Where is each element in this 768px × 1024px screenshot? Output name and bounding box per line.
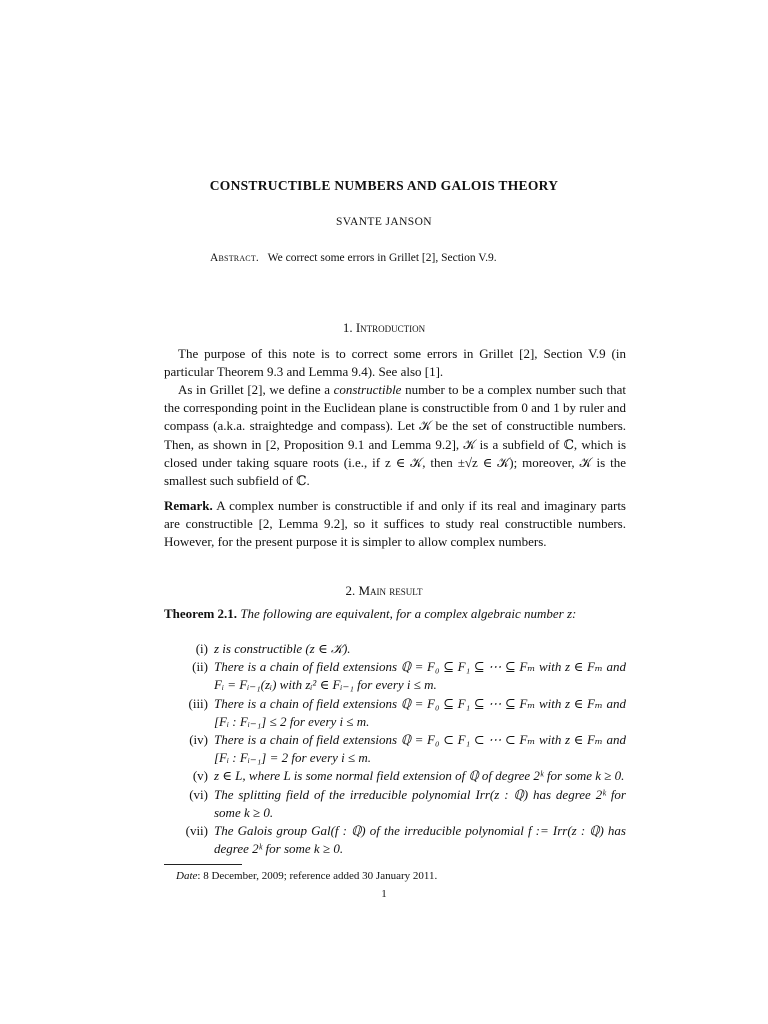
footnote (176, 870, 626, 882)
remark-heading: Remark. (164, 498, 213, 513)
section-2-name: Main result (358, 583, 423, 598)
section-1-name: Introduction (355, 320, 426, 335)
intro-p2-after: number to be a complex number such that the corresponding point in the Euclidean plane is constructible from 0 and 1 by ruler and compass (a.k.a. straightedge and compass). Let 𝒦 be the set of constructible numbers. Then, as shown in [2, Proposition 9.1 and Lemma 9.2], 𝒦 is a subfield of ℂ, which is closed under taking square roots (i.e., if z ∈ 𝒦, then ±√z ∈ 𝒦); moreover, 𝒦 is the smallest such subfield of ℂ. (164, 382, 626, 489)
theorem-item (164, 822, 626, 858)
theorem-item-label: (vii) (185, 823, 208, 839)
footnote-rule (164, 864, 242, 865)
section-1-number: 1. (342, 320, 353, 335)
theorem-item (164, 695, 626, 731)
theorem-item-label: (vi) (189, 786, 208, 802)
theorem-item-text: The Galois group Gal(f : ℚ) of the irreducible polynomial f := Irr(z : ℚ) has degree 2ᵏ for some k ≥ 0. (214, 823, 626, 857)
theorem-item-text: There is a chain of field extensions ℚ = F₀ ⊆ F₁ ⊆ ⋯ ⊆ Fₘ with z ∈ Fₘ and [Fᵢ : Fᵢ₋₁] ≤ 2 for every i ≤ m. (214, 695, 626, 729)
theorem-item-label: (iv) (189, 732, 208, 748)
theorem-item-label: (i) (195, 641, 208, 656)
footnote-text: : 8 December, 2009; reference added 30 January 2011. (197, 870, 438, 882)
theorem-heading: Theorem 2.1. (164, 606, 238, 621)
theorem-item-label: (ii) (192, 659, 208, 675)
intro-p2-emphasis: constructible (333, 382, 402, 397)
paper-author: SVANTE JANSON (335, 216, 433, 228)
abstract-text: We correct some errors in Grillet [2], Section V.9. (267, 252, 497, 264)
section-1-heading (0, 320, 768, 336)
theorem-item-text: The splitting field of the irreducible polynomial Irr(z : ℚ) has degree 2ᵏ for some k ≥ 0. (214, 786, 626, 820)
abstract (210, 252, 610, 264)
theorem-item-text: There is a chain of field extensions ℚ = F₀ ⊂ F₁ ⊂ ⋯ ⊂ Fₘ with z ∈ Fₘ and [Fᵢ : Fᵢ₋₁] = 2 for every i ≤ m. (214, 732, 626, 766)
paper-title: CONSTRUCTIBLE NUMBERS AND GALOIS THEORY (209, 178, 559, 193)
section-2-number: 2. (345, 583, 356, 598)
theorem-item-label: (iii) (188, 695, 208, 711)
theorem-item (164, 731, 626, 767)
abstract-heading: Abstract. (210, 252, 259, 264)
theorem-item-text: There is a chain of field extensions ℚ = F₀ ⊆ F₁ ⊆ ⋯ ⊆ Fₘ with z ∈ Fₘ and Fᵢ = Fᵢ₋₁(zᵢ) with zᵢ² ∈ Fᵢ₋₁ for every i ≤ m. (214, 659, 626, 693)
theorem-text: The following are equivalent, for a complex algebraic number z: (240, 606, 577, 621)
theorem-item (164, 767, 626, 785)
theorem-item (164, 640, 626, 658)
theorem-item-label: (v) (192, 768, 208, 784)
theorem-item-list (164, 640, 626, 858)
remark-paragraph (164, 497, 626, 552)
intro-p2-before: As in Grillet [2], we define a (178, 382, 330, 397)
intro-paragraph-1: The purpose of this note is to correct some errors in Grillet [2], Section V.9 (in particular Theorem 9.3 and Lemma 9.4). See also [1]. (164, 346, 626, 380)
theorem-item-text: z ∈ L, where L is some normal field extension of ℚ of degree 2ᵏ for some k ≥ 0. (214, 768, 625, 784)
theorem-item (164, 786, 626, 822)
footnote-heading: Date (176, 870, 198, 882)
theorem-statement (164, 605, 626, 623)
theorem-item (164, 658, 626, 694)
section-2-heading (0, 583, 768, 599)
page-number: 1 (381, 888, 387, 900)
remark-text: A complex number is constructible if and only if its real and imaginary parts are constructible [2, Lemma 9.2], so it suffices to study real constructible numbers. However, for the present purpose it is simpler to allow complex numbers. (164, 498, 626, 550)
intro-paragraph-2 (164, 381, 626, 490)
theorem-item-text: z is constructible (z ∈ 𝒦). (214, 641, 351, 656)
